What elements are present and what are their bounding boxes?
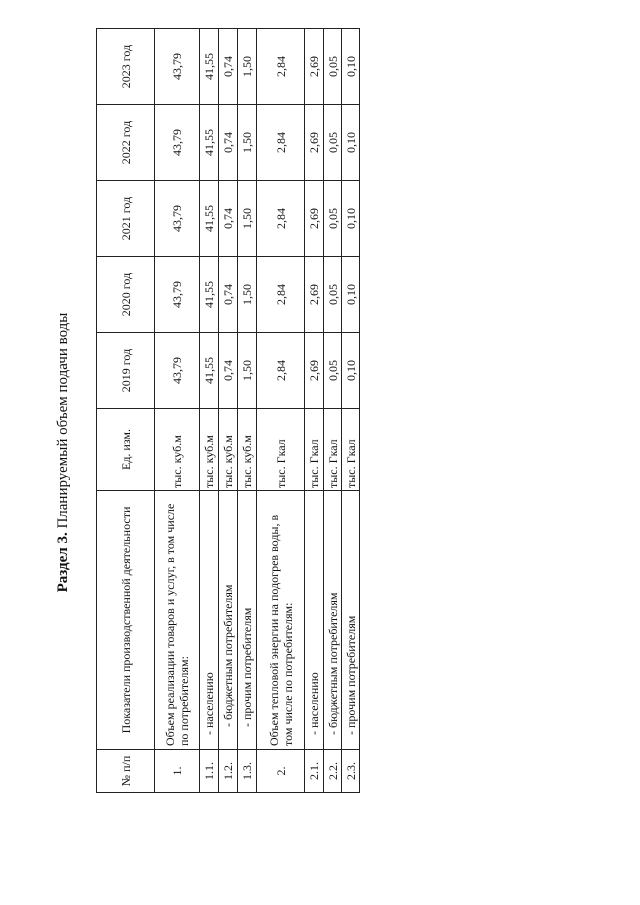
value-2021: 41,55: [200, 181, 219, 257]
table-header-row: [97, 29, 155, 793]
row-name: - прочим потребителям: [238, 491, 257, 750]
header-num: № п/п: [97, 750, 155, 793]
value-2019: 2,84: [257, 333, 305, 409]
header-2023: 2023 год: [97, 29, 155, 105]
value-2022: 2,84: [257, 105, 305, 181]
table-row: [257, 29, 305, 793]
row-name: - прочим потребителям: [342, 491, 360, 750]
header-2021: 2021 год: [97, 181, 155, 257]
row-num: 1.: [155, 750, 200, 793]
value-2020: 0,05: [324, 257, 342, 333]
value-2022: 2,69: [305, 105, 324, 181]
value-2023: 43,79: [155, 29, 200, 105]
table-row: [324, 29, 342, 793]
header-unit: Ед. изм.: [97, 409, 155, 491]
header-2022: 2022 год: [97, 105, 155, 181]
header-2019: 2019 год: [97, 333, 155, 409]
value-2019: 0,74: [219, 333, 238, 409]
row-unit: тыс. Гкал: [324, 409, 342, 491]
value-2021: 2,84: [257, 181, 305, 257]
value-2022: 43,79: [155, 105, 200, 181]
row-num: 1.2.: [219, 750, 238, 793]
section-title: Планируемый объем подачи воды: [55, 312, 71, 529]
value-2020: 1,50: [238, 257, 257, 333]
value-2019: 41,55: [200, 333, 219, 409]
row-unit: тыс. Гкал: [342, 409, 360, 491]
value-2022: 1,50: [238, 105, 257, 181]
table-row: [219, 29, 238, 793]
value-2021: 0,10: [342, 181, 360, 257]
water-supply-table: [96, 28, 360, 793]
row-name: - бюджетным потребителям: [324, 491, 342, 750]
section-label: Раздел 3.: [55, 532, 71, 593]
value-2021: 43,79: [155, 181, 200, 257]
row-unit: тыс. Гкал: [257, 409, 305, 491]
row-num: 1.3.: [238, 750, 257, 793]
value-2022: 0,10: [342, 105, 360, 181]
value-2020: 0,74: [219, 257, 238, 333]
value-2023: 0,10: [342, 29, 360, 105]
value-2023: 0,05: [324, 29, 342, 105]
value-2020: 43,79: [155, 257, 200, 333]
table-row: [342, 29, 360, 793]
value-2022: 0,74: [219, 105, 238, 181]
value-2023: 2,69: [305, 29, 324, 105]
value-2021: 2,69: [305, 181, 324, 257]
value-2020: 2,84: [257, 257, 305, 333]
row-name: Объем тепловой энергии на подогрев воды, в том числе по потребителям:: [257, 491, 305, 750]
row-unit: тыс. Гкал: [305, 409, 324, 491]
value-2020: 41,55: [200, 257, 219, 333]
row-name: - бюджетным потребителям: [219, 491, 238, 750]
row-unit: тыс. куб.м: [238, 409, 257, 491]
value-2020: 2,69: [305, 257, 324, 333]
table-row: [305, 29, 324, 793]
table-row: [155, 29, 200, 793]
table-row: [238, 29, 257, 793]
row-name: - населению: [200, 491, 219, 750]
row-num: 2.3.: [342, 750, 360, 793]
row-num: 2.2.: [324, 750, 342, 793]
section-heading: [54, 0, 72, 905]
value-2021: 0,74: [219, 181, 238, 257]
value-2021: 0,05: [324, 181, 342, 257]
value-2022: 0,05: [324, 105, 342, 181]
row-num: 1.1.: [200, 750, 219, 793]
value-2019: 0,05: [324, 333, 342, 409]
row-unit: тыс. куб.м: [155, 409, 200, 491]
row-num: 2.: [257, 750, 305, 793]
value-2019: 2,69: [305, 333, 324, 409]
table-row: [200, 29, 219, 793]
value-2023: 2,84: [257, 29, 305, 105]
row-unit: тыс. куб.м: [200, 409, 219, 491]
value-2023: 1,50: [238, 29, 257, 105]
value-2020: 0,10: [342, 257, 360, 333]
value-2019: 43,79: [155, 333, 200, 409]
value-2019: 1,50: [238, 333, 257, 409]
value-2019: 0,10: [342, 333, 360, 409]
row-name: - населению: [305, 491, 324, 750]
value-2023: 0,74: [219, 29, 238, 105]
header-2020: 2020 год: [97, 257, 155, 333]
row-num: 2.1.: [305, 750, 324, 793]
header-indicator: Показатели производственной деятельности: [97, 491, 155, 750]
row-unit: тыс. куб.м: [219, 409, 238, 491]
value-2022: 41,55: [200, 105, 219, 181]
value-2023: 41,55: [200, 29, 219, 105]
value-2021: 1,50: [238, 181, 257, 257]
row-name: Объем реализации товаров и услуг, в том числе по потребителям:: [155, 491, 200, 750]
